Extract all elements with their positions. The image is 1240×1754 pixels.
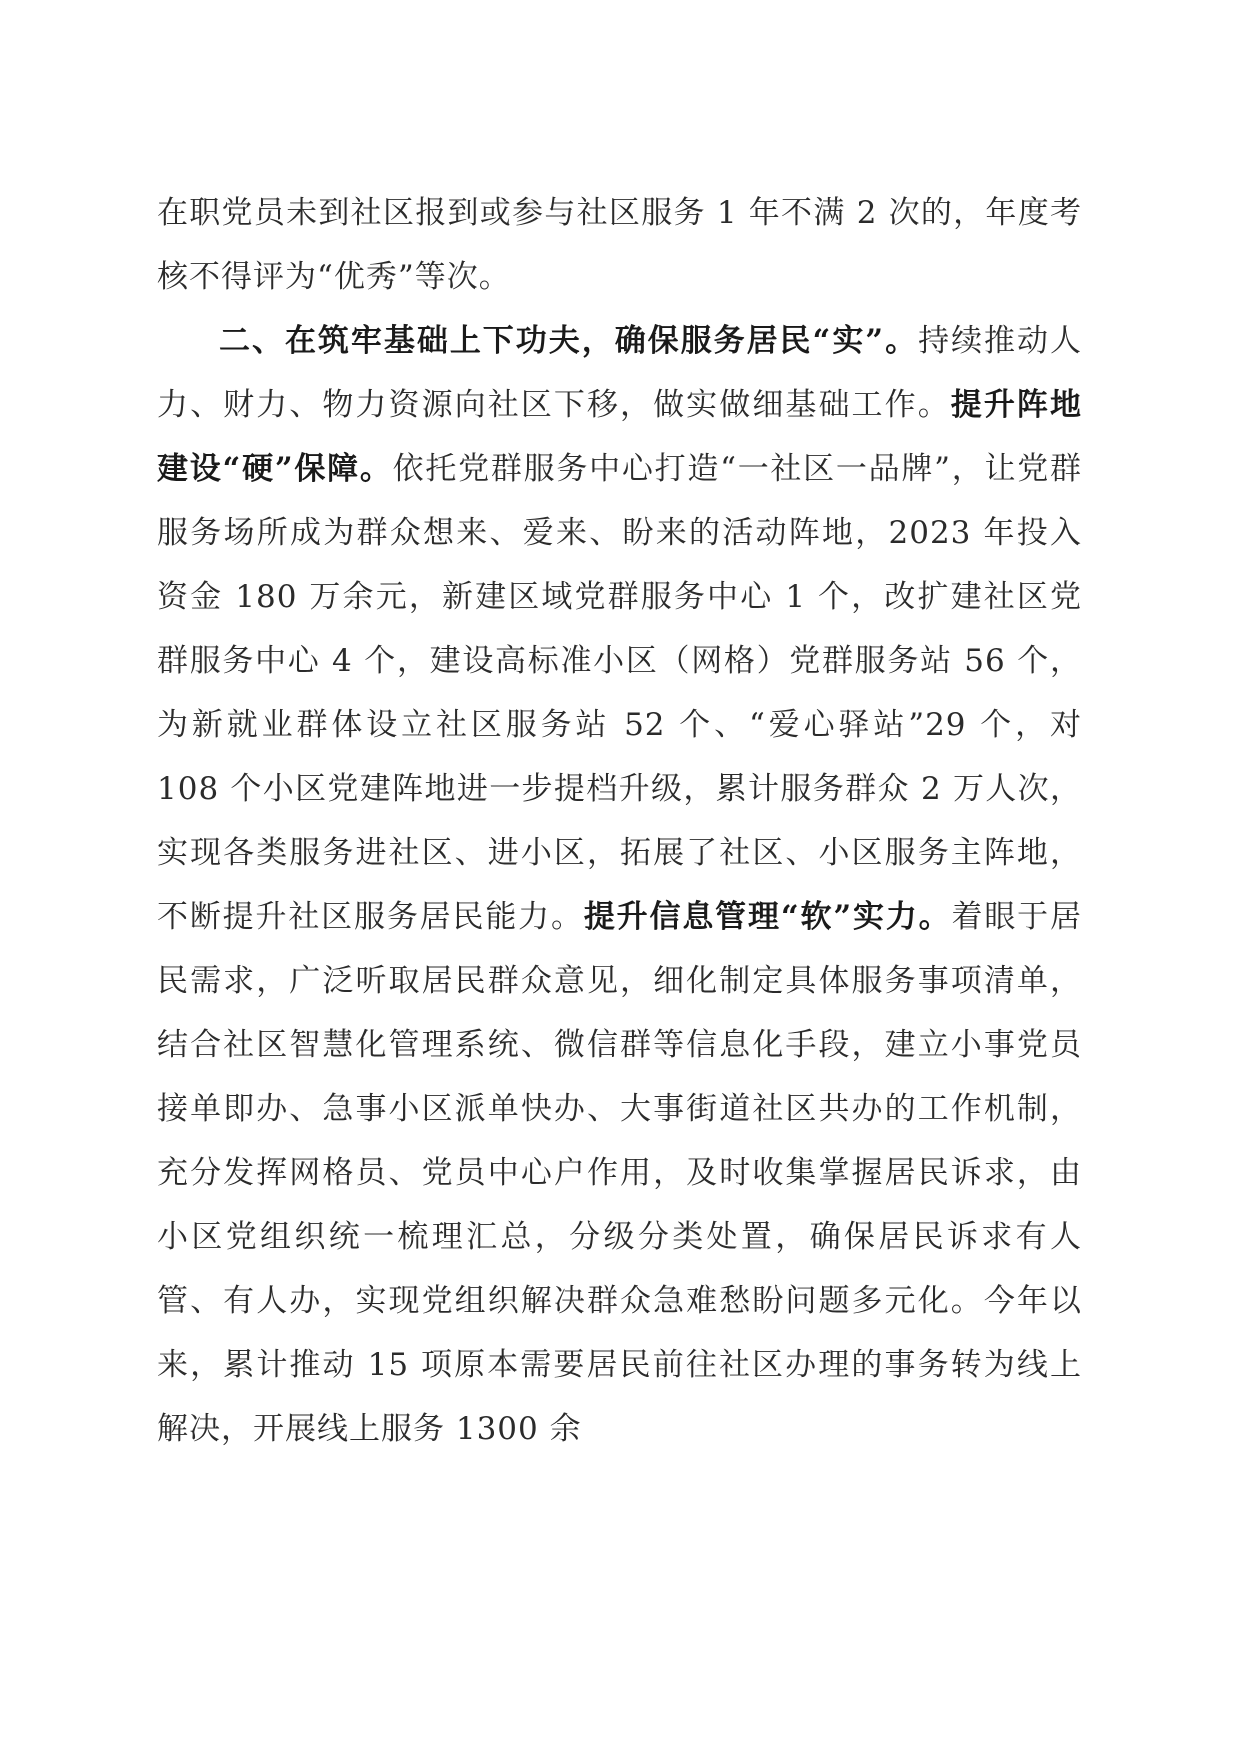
section-heading: 二、在筑牢基础上下功夫，确保服务居民“实”。 [219, 323, 919, 359]
text-run: 依托党群服务中心打造“一社区一品牌”，让党群服务场所成为群众想来、爱来、盼来的活动阵地，2023 年投入资金 180 万余元，新建区域党群服务中心 1 个，改扩建社区党群服务中心 4 个，建设高标准小区（网格）党群服务站 56 个，为新就业群体设立社区服务站 52 个、“爱心驿站”29 个，对 108 个小区党建阵地进一步提档升级，累计服务群众 2 万人次，实现各类服务进社区、进小区，拓展了社区、小区服务主阵地，不断提升社区服务居民能力。 [157, 451, 1082, 935]
paragraph-continuation [157, 181, 1082, 309]
body-text [157, 181, 1082, 1461]
text-run: 持续推动人力、财力、物力资源向社区下移，做实做细基础工作。 [157, 323, 1082, 423]
subheading-hard-support: 提升阵地建设“硬”保障。 [157, 387, 1083, 487]
text-run: 着眼于居民需求，广泛听取居民群众意见，细化制定具体服务事项清单，结合社区智慧化管理系统、微信群等信息化手段，建立小事党员接单即办、急事小区派单快办、大事街道社区共办的工作机制，充分发挥网格员、党员中心户作用，及时收集掌握居民诉求，由小区党组织统一梳理汇总，分级分类处置，确保居民诉求有人管、有人办，实现党组织解决群众急难愁盼问题多元化。今年以来，累计推动 15 项原本需要居民前往社区办理的事务转为线上解决，开展线上服务 1300 余 [157, 899, 1083, 1447]
subheading-soft-power: 提升信息管理“软”实力。 [583, 899, 952, 935]
text-run: 在职党员未到社区报到或参与社区服务 1 年不满 2 次的，年度考核不得评为“优秀”等次。 [157, 195, 1082, 295]
paragraph-section-two [157, 309, 1082, 1461]
